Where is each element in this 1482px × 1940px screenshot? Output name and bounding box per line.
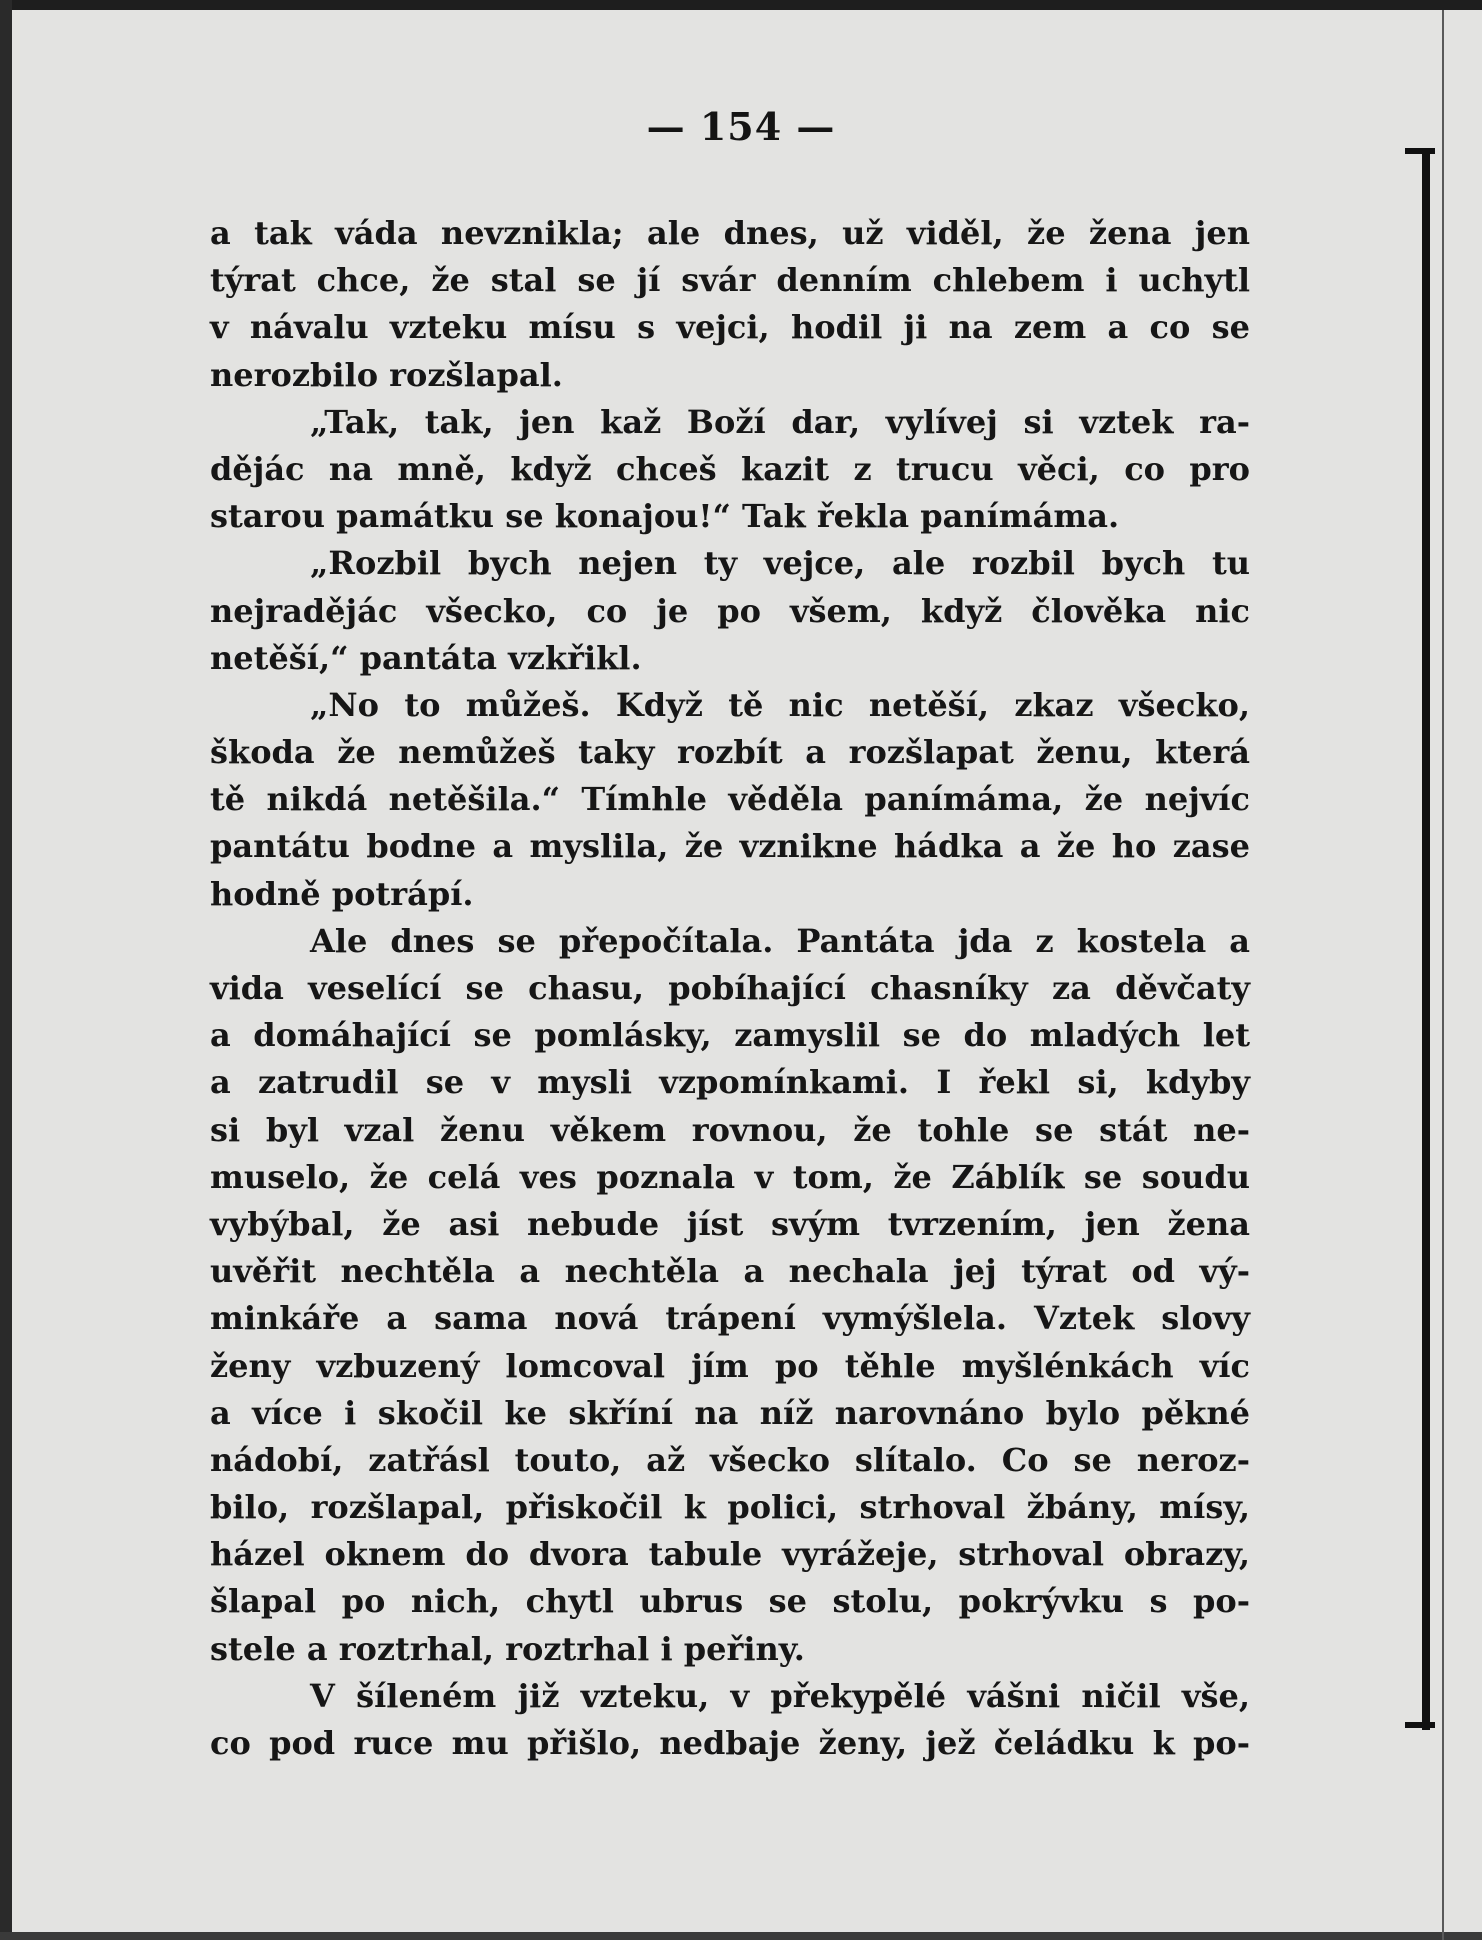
text-line: „Rozbil bych nejen ty vejce, ale rozbil bych tu xyxy=(310,544,1250,583)
text-line: a tak váda nevznikla; ale dnes, už viděl, že žena jen xyxy=(210,214,1250,252)
text-line: „Tak, tak, jen kaž Boží dar, vylívej si vztek ra- xyxy=(310,402,1250,441)
text-line: tě nikdá netěšila.“ Tímhle věděla panímáma, že nejvíc xyxy=(210,780,1250,819)
text-line: muselo, že celá ves poznala v tom, že Záblík se soudu xyxy=(210,1157,1250,1196)
text-line: nejradějác všecko, co je po všem, když člověka nic xyxy=(210,591,1250,630)
text-line: nerozbilo rozšlapal. xyxy=(210,355,563,394)
text-line: pantátu bodne a myslila, že vznikne hádka a že ho zase xyxy=(210,827,1250,866)
text-line: škoda že nemůžeš taky rozbít a rozšlapat ženu, která xyxy=(210,733,1250,772)
text-line: a více i skočil ke skříní na níž narovnáno bylo pěkné xyxy=(210,1393,1250,1432)
text-line: ženy vzbuzený lomcoval jím po těhle myšlénkách víc xyxy=(210,1346,1250,1385)
text-line: minkáře a sama nová trápení vymýšlela. Vztek slovy xyxy=(210,1299,1250,1338)
text-line: si byl vzal ženu věkem rovnou, že tohle se stát ne- xyxy=(210,1110,1250,1149)
text-line: netěší,“ pantáta vzkřikl. xyxy=(210,638,642,677)
text-line: házel oknem do dvora tabule vyrážeje, strhoval obrazy, xyxy=(210,1535,1250,1574)
text-line: šlapal po nich, chytl ubrus se stolu, pokrývku s po- xyxy=(210,1582,1250,1621)
text-line: hodně potrápí. xyxy=(210,874,474,913)
binding-margin-line xyxy=(1422,150,1430,1730)
text-line: vida veselící se chasu, pobíhající chasníky za děvčaty xyxy=(210,969,1250,1007)
text-line: bilo, rozšlapal, přiskočil k polici, strhoval žbány, mísy, xyxy=(210,1488,1250,1527)
text-line: „No to můžeš. Když tě nic netěší, zkaz všecko, xyxy=(310,685,1250,724)
binding-tick-bottom xyxy=(1405,1722,1435,1728)
text-line: dějác na mně, když chceš kazit z trucu věci, co pro xyxy=(210,449,1250,488)
page-number: — 154 — xyxy=(646,104,836,149)
text-line: vybýbal, že asi nebude jíst svým tvrzením, jen žena xyxy=(210,1204,1250,1243)
text-line: V šíleném již vzteku, v překypělé vášni ničil vše, xyxy=(310,1676,1250,1715)
text-line: nádobí, zatřásl touto, až všecko slítalo. Co se neroz- xyxy=(210,1440,1250,1479)
text-line: co pod ruce mu přišlo, nedbaje ženy, jež čeládku k po- xyxy=(210,1724,1250,1762)
text-line: uvěřit nechtěla a nechtěla a nechala jej týrat od vý- xyxy=(210,1252,1250,1291)
text-line: stele a roztrhal, roztrhal i peřiny. xyxy=(210,1629,805,1668)
text-line: a domáhající se pomlásky, zamyslil se do mladých let xyxy=(210,1016,1250,1055)
text-line: starou památku se konajou!“ Tak řekla panímáma. xyxy=(210,497,1120,536)
text-line: týrat chce, že stal se jí svár denním chlebem i uchytl xyxy=(210,261,1250,300)
scan-border-left xyxy=(0,0,12,1940)
text-line: Ale dnes se přepočítala. Pantáta jda z kostela a xyxy=(310,921,1250,960)
text-line: v návalu vzteku mísu s vejci, hodil ji na zem a co se xyxy=(210,308,1250,347)
body-text xyxy=(210,210,1250,1767)
page-edge-line xyxy=(1442,10,1444,1940)
scan-border-top xyxy=(0,0,1482,10)
text-line: a zatrudil se v mysli vzpomínkami. I řekl si, kdyby xyxy=(210,1063,1250,1102)
scan-border-bottom xyxy=(0,1932,1482,1940)
